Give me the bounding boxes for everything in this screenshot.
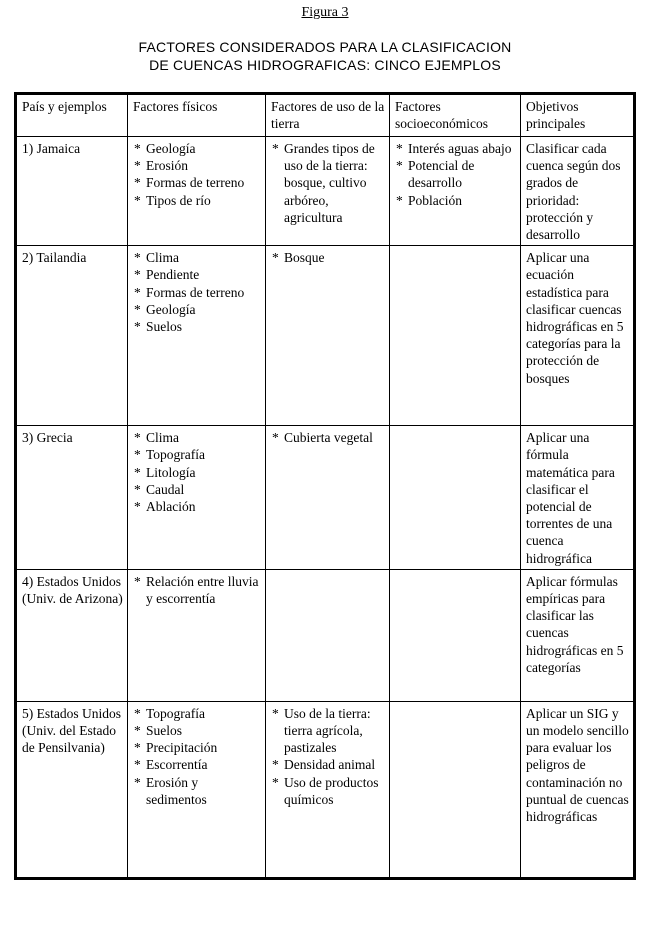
- list-item: * Escorrentía: [133, 756, 262, 773]
- list-item: * Bosque: [271, 249, 386, 266]
- list-item: * Potencial de desarrollo: [395, 157, 517, 191]
- cell-country: 2) Tailandia: [16, 246, 128, 426]
- physical-list: [133, 429, 262, 515]
- cell-physical: [128, 569, 266, 701]
- cell-socioeconomic: [390, 426, 521, 570]
- cell-land-use: [266, 137, 390, 246]
- land-use-list: [271, 249, 386, 266]
- header-socioeconomic: Factores socioeconómicos: [390, 94, 521, 137]
- classification-table: [14, 92, 636, 880]
- cell-objective: Aplicar una ecuación estadística para clasificar cuencas hidrográficas en 5 categorías para la protección de bosques: [521, 246, 635, 426]
- table-row: [16, 137, 635, 246]
- physical-list: [133, 573, 262, 607]
- table-row: [16, 701, 635, 878]
- list-item: * Geología: [133, 301, 262, 318]
- list-item: * Interés aguas abajo: [395, 140, 517, 157]
- list-item: * Topografía: [133, 446, 262, 463]
- cell-country: 1) Jamaica: [16, 137, 128, 246]
- list-item: * Precipitación: [133, 739, 262, 756]
- list-item: * Clima: [133, 249, 262, 266]
- list-item: * Suelos: [133, 722, 262, 739]
- physical-list: [133, 705, 262, 808]
- cell-physical: [128, 137, 266, 246]
- list-item: * Erosión: [133, 157, 262, 174]
- table-row: [16, 569, 635, 701]
- cell-land-use: [266, 426, 390, 570]
- land-use-list: [271, 429, 386, 446]
- cell-objective: Clasificar cada cuenca según dos grados de prioridad: protección y desarrollo: [521, 137, 635, 246]
- cell-land-use: [266, 569, 390, 701]
- list-item: * Población: [395, 192, 517, 209]
- cell-objective: Aplicar fórmulas empíricas para clasificar las cuencas hidrográficas en 5 categorías: [521, 569, 635, 701]
- list-item: * Caudal: [133, 481, 262, 498]
- cell-socioeconomic: [390, 701, 521, 878]
- cell-country: 5) Estados Unidos (Univ. del Estado de Pensilvania): [16, 701, 128, 878]
- list-item: * Uso de productos químicos: [271, 774, 386, 808]
- cell-physical: [128, 426, 266, 570]
- list-item: * Ablación: [133, 498, 262, 515]
- cell-socioeconomic: [390, 569, 521, 701]
- title-line-1: FACTORES CONSIDERADOS PARA LA CLASIFICACION: [138, 39, 512, 55]
- cell-socioeconomic: [390, 137, 521, 246]
- header-physical: Factores físicos: [128, 94, 266, 137]
- physical-list: [133, 249, 262, 335]
- table-row: [16, 426, 635, 570]
- title-line-2: DE CUENCAS HIDROGRAFICAS: CINCO EJEMPLOS: [149, 57, 501, 73]
- land-use-list: [271, 705, 386, 808]
- list-item: * Geología: [133, 140, 262, 157]
- cell-objective: Aplicar un SIG y un modelo sencillo para evaluar los peligros de contaminación no puntual de cuencas hidrográficas: [521, 701, 635, 878]
- figure-label: Figura 3: [301, 5, 349, 20]
- cell-objective: Aplicar una fórmula matemática para clasificar el potencial de torrentes de una cuenca hidrográfica: [521, 426, 635, 570]
- list-item: * Litología: [133, 464, 262, 481]
- cell-country: 4) Estados Unidos (Univ. de Arizona): [16, 569, 128, 701]
- physical-list: [133, 140, 262, 209]
- cell-land-use: [266, 701, 390, 878]
- list-item: * Erosión y sedimentos: [133, 774, 262, 808]
- list-item: * Pendiente: [133, 266, 262, 283]
- list-item: * Topografía: [133, 705, 262, 722]
- cell-land-use: [266, 246, 390, 426]
- cell-socioeconomic: [390, 246, 521, 426]
- table-header-row: [16, 94, 635, 137]
- header-land-use: Factores de uso de la tierra: [266, 94, 390, 137]
- list-item: * Tipos de río: [133, 192, 262, 209]
- socioeconomic-list: [395, 140, 517, 209]
- list-item: * Suelos: [133, 318, 262, 335]
- list-item: * Formas de terreno: [133, 284, 262, 301]
- list-item: * Relación entre lluvia y escorrentía: [133, 573, 262, 607]
- header-country: País y ejemplos: [16, 94, 128, 137]
- document-title: [0, 38, 650, 74]
- cell-physical: [128, 246, 266, 426]
- list-item: * Clima: [133, 429, 262, 446]
- list-item: * Grandes tipos de uso de la tierra: bosque, cultivo arbóreo, agricultura: [271, 140, 386, 226]
- list-item: * Cubierta vegetal: [271, 429, 386, 446]
- table-row: [16, 246, 635, 426]
- header-objectives: Objetivos principales: [521, 94, 635, 137]
- cell-country: 3) Grecia: [16, 426, 128, 570]
- land-use-list: [271, 140, 386, 226]
- list-item: * Formas de terreno: [133, 174, 262, 191]
- list-item: * Densidad animal: [271, 756, 386, 773]
- cell-physical: [128, 701, 266, 878]
- list-item: * Uso de la tierra: tierra agrícola, pastizales: [271, 705, 386, 757]
